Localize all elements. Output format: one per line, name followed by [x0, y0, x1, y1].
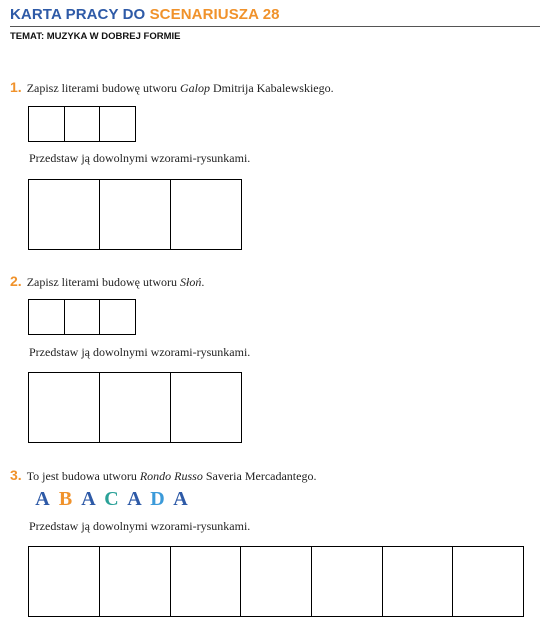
task-3-instruction: Przedstaw ją dowolnymi wzorami-rysunkami. — [29, 519, 251, 533]
task-text-end: Saveria Mercadantego. — [202, 469, 317, 483]
task-text-end: Dmitrija Kabalewskiego. — [209, 81, 334, 95]
task-number: 2. — [10, 273, 22, 289]
task-3-drawing-boxes — [28, 546, 524, 617]
title-scenario: SCENARIUSZA 28 — [149, 6, 280, 23]
drawing-box[interactable] — [29, 372, 100, 443]
worksheet-title — [10, 6, 540, 24]
drawing-box[interactable] — [171, 179, 242, 250]
task-1-letter-boxes — [28, 106, 136, 142]
task-1-drawing-boxes — [28, 179, 242, 250]
structure-letter: A — [35, 488, 50, 510]
drawing-box[interactable] — [453, 546, 524, 617]
structure-letter: A — [173, 488, 188, 510]
structure-letter: B — [58, 488, 73, 510]
task-number: 1. — [10, 79, 22, 95]
letter-box[interactable] — [65, 299, 100, 335]
task-text: Zapisz literami budowę utworu — [26, 275, 180, 289]
drawing-box[interactable] — [100, 372, 171, 443]
drawing-box[interactable] — [29, 179, 100, 250]
drawing-box[interactable] — [241, 546, 312, 617]
letter-box[interactable] — [65, 106, 100, 142]
worksheet-header — [10, 6, 540, 42]
header-divider — [10, 26, 540, 27]
task-1-prompt — [10, 79, 334, 96]
letter-box[interactable] — [100, 106, 136, 142]
task-2-prompt — [10, 273, 204, 290]
title-main: KARTA PRACY DO — [10, 6, 150, 23]
letter-box[interactable] — [29, 299, 65, 335]
letter-box[interactable] — [100, 299, 136, 335]
structure-letter: A — [127, 488, 142, 510]
structure-letter: D — [150, 488, 165, 510]
structure-letter: C — [104, 488, 119, 510]
drawing-box[interactable] — [29, 546, 100, 617]
task-2-instruction: Przedstaw ją dowolnymi wzorami-rysunkami. — [29, 345, 251, 359]
drawing-box[interactable] — [383, 546, 453, 617]
piece-title: Słoń — [179, 275, 202, 289]
drawing-box[interactable] — [312, 546, 383, 617]
task-2-drawing-boxes — [28, 372, 242, 443]
task-text: To jest budowa utworu — [26, 469, 140, 483]
piece-title: Rondo Russo — [139, 469, 203, 483]
task-1-instruction: Przedstaw ją dowolnymi wzorami-rysunkami. — [29, 151, 251, 165]
task-3-prompt — [10, 467, 316, 484]
drawing-box[interactable] — [100, 546, 171, 617]
drawing-box[interactable] — [171, 546, 241, 617]
worksheet-topic: TEMAT: MUZYKA W DOBREJ FORMIE — [10, 31, 181, 42]
letter-box[interactable] — [29, 106, 65, 142]
structure-letters — [34, 488, 189, 511]
task-2-letter-boxes — [28, 299, 136, 335]
task-number: 3. — [10, 467, 22, 483]
structure-letter: A — [81, 488, 96, 510]
drawing-box[interactable] — [100, 179, 171, 250]
drawing-box[interactable] — [171, 372, 242, 443]
task-text-end: . — [201, 275, 205, 289]
task-text: Zapisz literami budowę utworu — [26, 81, 180, 95]
piece-title: Galop — [179, 81, 210, 95]
